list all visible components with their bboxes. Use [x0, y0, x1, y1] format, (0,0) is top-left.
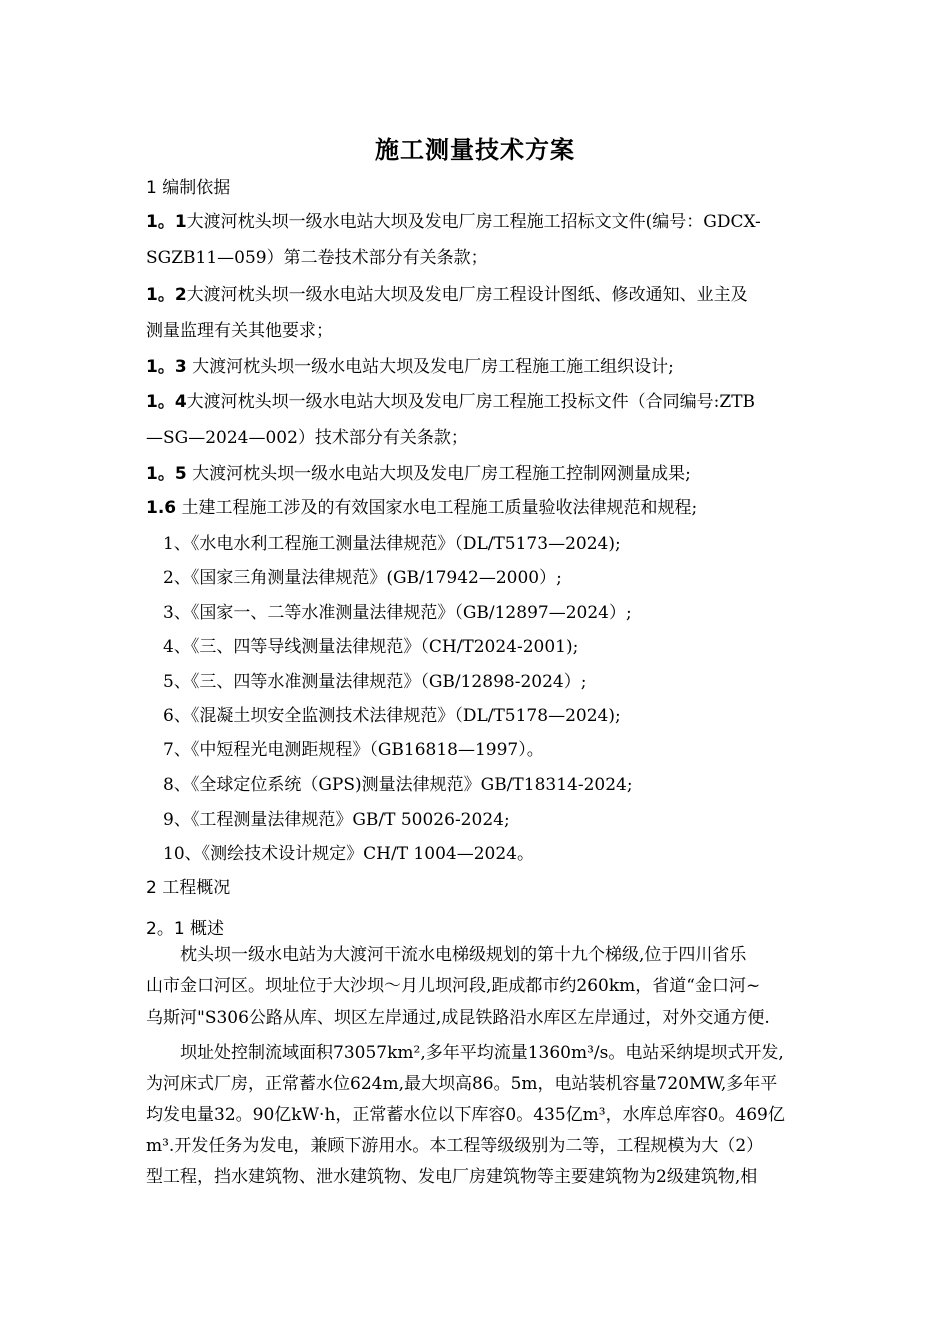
paragraph-line: 乌斯河"S306公路从库、坝区左岸通过,成昆铁路沿水库区左岸通过，对外交通方便.	[146, 1008, 770, 1028]
basis-item: 1。1大渡河枕头坝一级水电站大坝及发电厂房工程施工招标文文件(编号：GDCX-	[146, 212, 761, 232]
section-1-heading: 1 编制依据	[146, 178, 231, 198]
document-title: 施工测量技术方案	[375, 136, 575, 164]
paragraph-line: 均发电量32。90亿kW·h，正常蓄水位以下库容0。435亿m³，水库总库容0。469亿	[146, 1105, 785, 1125]
reference-item: 3、《国家一、二等水准测量法律规范》（GB/12897—2024）;	[163, 603, 632, 623]
reference-item: 2、《国家三角测量法律规范》(GB/17942—2000）;	[163, 568, 562, 588]
section-2-heading: 2 工程概况	[146, 878, 231, 898]
paragraph-line: m³.开发任务为发电，兼顾下游用水。本工程等级级别为二等，工程规模为大（2）	[146, 1136, 764, 1156]
basis-item-continuation: 测量监理有关其他要求；	[146, 321, 333, 341]
reference-item: 6、《混凝土坝安全监测技术法律规范》（DL/T5178—2024);	[163, 706, 621, 726]
paragraph-line: 坝址处控制流域面积73057km²,多年平均流量1360m³/s。电站采纳堤坝式开发,	[146, 1043, 784, 1063]
reference-item: 8、《全球定位系统（GPS)测量法律规范》GB/T18314-2024;	[163, 775, 633, 795]
paragraph-line: 山市金口河区。坝址位于大沙坝～月儿坝河段,距成都市约260km，省道“金口河~	[146, 976, 761, 996]
paragraph-line: 为河床式厂房，正常蓄水位624m,最大坝高86。5m，电站装机容量720MW,多年平	[146, 1074, 778, 1094]
basis-item: 1。3 大渡河枕头坝一级水电站大坝及发电厂房工程施工施工组织设计;	[146, 357, 674, 377]
basis-item-continuation: —SG—2024—002）技术部分有关条款；	[146, 428, 468, 448]
basis-item: 1。4大渡河枕头坝一级水电站大坝及发电厂房工程施工投标文件（合同编号:ZTB	[146, 392, 756, 412]
reference-item: 4、《三、四等导线测量法律规范》（CH/T2024-2001);	[163, 637, 579, 657]
reference-item: 5、《三、四等水准测量法律规范》（GB/12898-2024）;	[163, 672, 587, 692]
reference-item: 1、《水电水利工程施工测量法律规范》（DL/T5173—2024);	[163, 534, 621, 554]
subsection-2-1-heading: 2。1 概述	[146, 919, 225, 939]
basis-item: 1.6 土建工程施工涉及的有效国家水电工程施工质量验收法律规范和规程;	[146, 498, 698, 518]
basis-item-continuation: SGZB11—059）第二卷技术部分有关条款；	[146, 248, 488, 268]
reference-item: 10、《测绘技术设计规定》CH/T 1004—2024。	[163, 844, 534, 864]
reference-item: 9、《工程测量法律规范》GB/T 50026-2024;	[163, 810, 510, 830]
basis-item: 1。2大渡河枕头坝一级水电站大坝及发电厂房工程设计图纸、修改通知、业主及	[146, 285, 748, 305]
reference-item: 7、《中短程光电测距规程》（GB16818—1997）。	[163, 740, 544, 760]
paragraph-line: 型工程，挡水建筑物、泄水建筑物、发电厂房建筑物等主要建筑物为2级建筑物,相	[146, 1167, 758, 1187]
basis-item: 1。5 大渡河枕头坝一级水电站大坝及发电厂房工程施工控制网测量成果;	[146, 464, 691, 484]
paragraph-line: 枕头坝一级水电站为大渡河干流水电梯级规划的第十九个梯级,位于四川省乐	[146, 945, 747, 965]
